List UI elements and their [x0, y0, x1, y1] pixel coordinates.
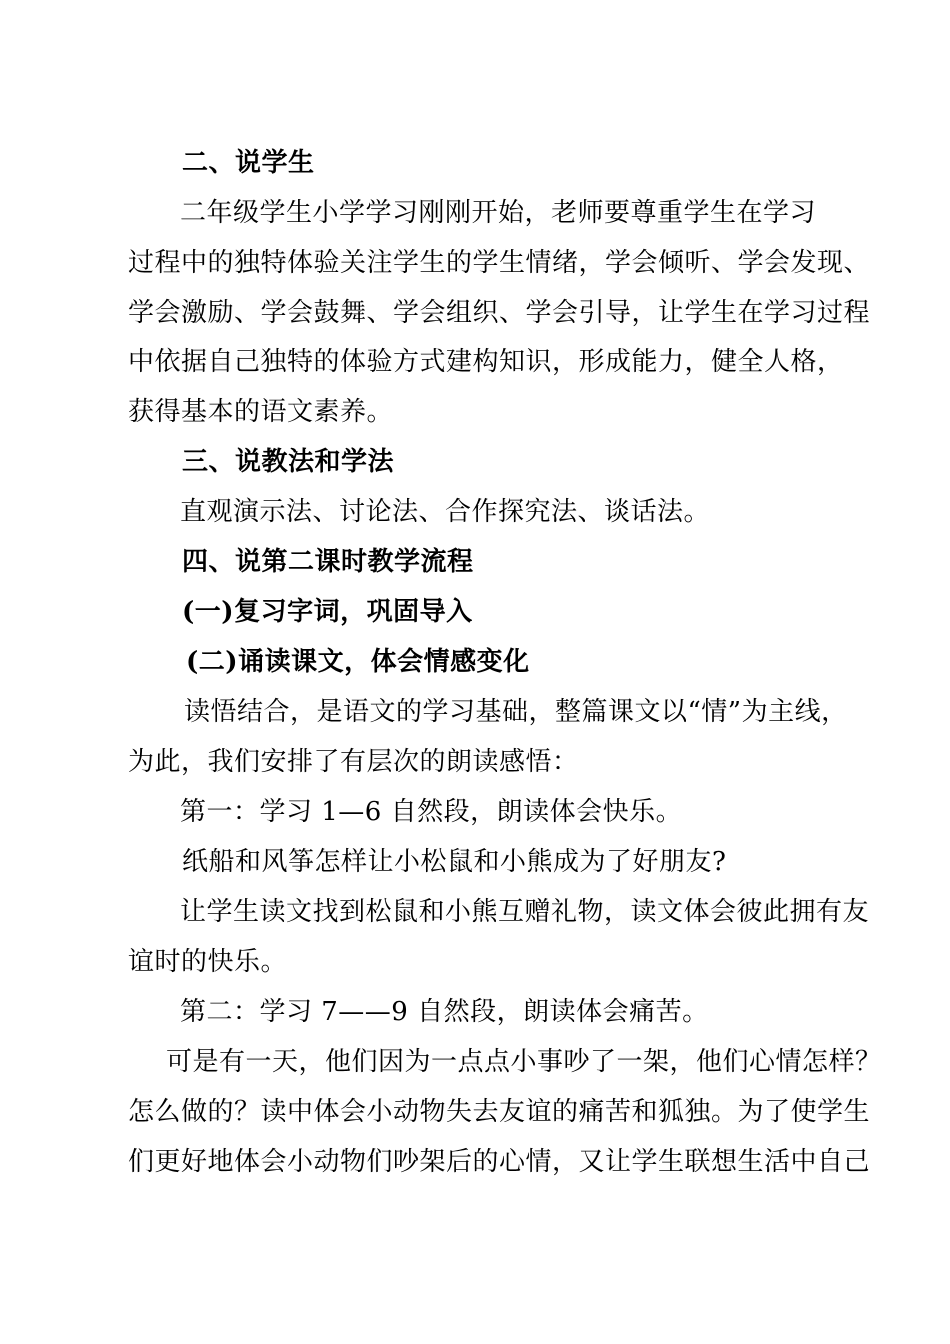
paragraph-line: 中依据自己独特的体验方式建构知识，形成能力，健全人格，: [128, 347, 844, 377]
step-one: 第一：学习 1—6 自然段，朗读体会快乐。: [180, 797, 683, 827]
section-heading-methods: 三、说教法和学法: [182, 447, 395, 477]
paragraph-line: 为此，我们安排了有层次的朗读感悟：: [128, 747, 579, 777]
paragraph-line: 怎么做的？读中体会小动物失去友谊的痛苦和狐独。为了使学生: [128, 1097, 871, 1127]
paragraph-line: 获得基本的语文素养。: [128, 397, 394, 427]
paragraph-line: 学会激励、学会鼓舞、学会组织、学会引导，让学生在学习过程: [128, 298, 871, 328]
paragraph-line: 可是有一天，他们因为一点点小事吵了一架，他们心情怎样？: [166, 1047, 882, 1077]
section-heading-process: 四、说第二课时教学流程: [182, 547, 474, 577]
paragraph-line: 们更好地体会小动物们吵架后的心情，又让学生联想生活中自己: [128, 1147, 871, 1177]
paragraph-line: 谊时的快乐。: [128, 947, 288, 977]
paragraph-line: 读悟结合，是语文的学习基础，整篇课文以“情”为主线，: [184, 697, 848, 727]
paragraph-line: 直观演示法、讨论法、合作探究法、谈话法。: [180, 497, 711, 527]
step-two: 第二：学习 7——9 自然段，朗读体会痛苦。: [180, 997, 709, 1027]
paragraph-line: 过程中的独特体验关注学生的学生情绪，学会倾听、学会发现、: [128, 248, 871, 278]
section-heading-students: 二、说学生: [182, 148, 315, 178]
paragraph-line: 让学生读文找到松鼠和小熊互赠礼物，读文体会彼此拥有友: [180, 897, 870, 927]
subheading-review: (一)复习字词，巩固导入: [182, 597, 473, 627]
paragraph-line: 二年级学生小学学习刚刚开始，老师要尊重学生在学习: [180, 198, 817, 228]
question-one: 纸船和风筝怎样让小松鼠和小熊成为了好朋友?: [182, 847, 727, 877]
subheading-reading: (二)诵读课文，体会情感变化: [186, 647, 530, 677]
